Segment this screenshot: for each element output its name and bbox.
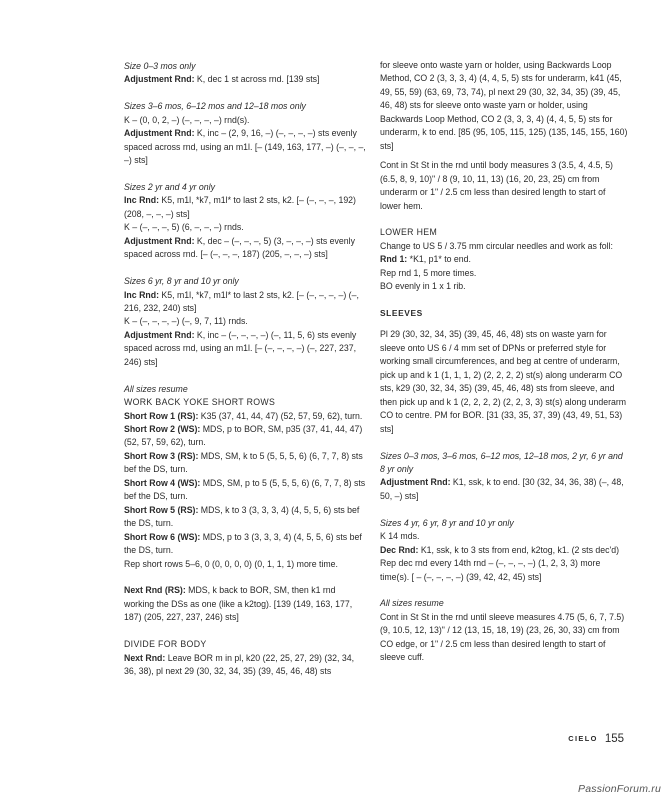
- instruction: Adjustment Rnd: K, inc – (2, 9, 16, –) (–, –, –, –) sts evenly spaced across rnd, using an m1l. [– (149, 163, 177, –) (–, –, –, –) sts]: [124, 128, 366, 166]
- instruction: Change to US 5 / 3.75 mm circular needles and work as foll:: [380, 240, 613, 251]
- watermark: PassionForum.ru: [578, 783, 661, 795]
- short-row-2: Short Row 2 (WS): MDS, p to BOR, SM, p35 (37, 41, 44, 47) (52, 57, 59, 62), turn.: [124, 423, 363, 448]
- section-lower-hem: [380, 226, 628, 293]
- section-divide-body: [124, 638, 368, 678]
- section-sleeve-sizes-a: [380, 450, 628, 504]
- instruction: Pl 29 (30, 32, 34, 35) (39, 45, 46, 48) sts on waste yarn for sleeve onto US 6 / 4 mm set of DPNs or preferred style for working small circumferences, and beg at centre of underarm, pick up and k 1 (1, 1, 1, 2) (2, 2, 2, 2) st(s) along underarm CO sts, k29 (30, 32, 34, 35) (39, 45, 46, 48) sts from sleeve, and then pick up and k 1 (2, 2, 2, 2) (2, 2, 3, 3) st(s) along underarm CO to centre. PM for BOR. [31 (33, 35, 37, 39) (43, 49, 51, 53) sts]: [380, 329, 627, 434]
- left-column: [124, 60, 368, 692]
- section-title: WORK BACK YOKE SHORT ROWS: [124, 397, 276, 408]
- section-heading: All sizes resume: [380, 598, 444, 609]
- instruction: Cont in St St in the rnd until sleeve measures 4.75 (5, 6, 7, 7.5) (9, 10.5, 12, 13)" / 12 (13, 15, 18, 19) (23, 26, 30, 33) cm from CO edge, or 1" / 2.5 cm less than desired length to start of sleeve cuff.: [380, 611, 625, 663]
- section-heading: Sizes 4 yr, 6 yr, 8 yr and 10 yr only: [380, 517, 514, 528]
- instruction: Dec Rnd: K1, ssk, k to 3 sts from end, k2tog, k1. (2 sts dec'd): [380, 544, 619, 555]
- short-row-5: Short Row 5 (RS): MDS, k to 3 (3, 3, 3, 4) (4, 5, 5, 6) sts bef the DS, turn.: [124, 504, 360, 529]
- section-sleeves: [380, 328, 628, 436]
- section-body-length: [380, 159, 628, 213]
- instruction: Adjustment Rnd: K, dec – (–, –, –, 5) (3, –, –, –) sts evenly spaced across rnd. [– (–, –, –, 187) (205, –, –, –) sts]: [124, 235, 355, 260]
- section-next-rnd: [124, 584, 368, 624]
- instruction: Rep short rows 5–6, 0 (0, 0, 0, 0) (0, 1, 1, 1) more time.: [124, 558, 338, 569]
- section-sleeve-sizes-b: [380, 517, 628, 584]
- section-divide-body-cont: [380, 59, 628, 153]
- section-heading: All sizes resume: [124, 383, 188, 394]
- instruction: Adjustment Rnd: K1, ssk, k to end. [30 (32, 34, 36, 38) (–, 48, 50, –) sts]: [380, 477, 624, 501]
- short-row-4: Short Row 4 (WS): MDS, SM, p to 5 (5, 5, 5, 6) (6, 7, 7, 8) sts bef the DS, turn.: [124, 477, 366, 502]
- magazine-name: CIELO: [568, 734, 598, 743]
- instruction: BO evenly in 1 x 1 rib.: [380, 281, 466, 292]
- instruction: Rnd 1: *K1, p1* to end.: [380, 254, 471, 265]
- instruction: K 14 mds.: [380, 531, 420, 542]
- instruction: for sleeve onto waste yarn or holder, using Backwards Loop Method, CO 2 (3, 3, 3, 4) (4, 4, 5, 5) sts for underarm, k41 (45, 49, 55, 59) (63, 69, 73, 74), pl next 29 (30, 32, 34, 35) (39, 45, 46, 48) sts for sleeve onto waste yarn or holder, using Backwards Loop Method, CO 2 (3, 3, 3, 4) (4, 4, 5, 5) sts for underarm, k to end. [85 (95, 105, 115, 125) (135, 145, 155, 160) sts]: [380, 60, 628, 151]
- section-sizes-2-4yr: [124, 181, 368, 262]
- page-footer: [568, 733, 624, 745]
- instruction: Cont in St St in the rnd until body measures 3 (3.5, 4, 4.5, 5) (6.5, 8, 9, 10)" / 8 (9, 10, 11, 13) (16, 20, 23, 25) cm from underarm or 1" / 2.5 cm less than desired length to start of lower hem.: [380, 160, 613, 211]
- section-heading: Sizes 3–6 mos, 6–12 mos and 12–18 mos only: [124, 101, 306, 112]
- short-row-3: Short Row 3 (RS): MDS, SM, k to 5 (5, 5, 5, 6) (6, 7, 7, 8) sts bef the DS, turn.: [124, 450, 363, 475]
- section-title: DIVIDE FOR BODY: [124, 639, 207, 650]
- section-sleeve-resume: [380, 597, 628, 664]
- instruction: Rep rnd 1, 5 more times.: [380, 267, 477, 278]
- section-heading: Sizes 6 yr, 8 yr and 10 yr only: [124, 276, 239, 287]
- page-number: 155: [604, 733, 624, 745]
- instruction: Rep dec rnd every 14th rnd – (–, –, –, –) (1, 2, 3, 3) more time(s). [ – (–, –, –, –) (39, 42, 42, 45) sts]: [380, 558, 601, 582]
- instruction: K – (–, –, –, 5) (6, –, –, –) rnds.: [124, 222, 244, 233]
- section-title: LOWER HEM: [380, 227, 438, 238]
- instruction: Adjustment Rnd: K, dec 1 st across rnd. [139 sts]: [124, 74, 320, 85]
- instruction: K – (0, 0, 2, –) (–, –, –, –) rnd(s).: [124, 114, 250, 125]
- section-title: SLEEVES: [380, 308, 423, 319]
- short-row-1: Short Row 1 (RS): K35 (37, 41, 44, 47) (52, 57, 59, 62), turn.: [124, 410, 363, 421]
- section-sleeves-title: [380, 307, 628, 320]
- right-column: [380, 59, 628, 678]
- section-size-0-3: [124, 60, 368, 87]
- instruction: Next Rnd: Leave BOR m in pl, k20 (22, 25, 27, 29) (32, 34, 36, 38), pl next 29 (30, 32, 34, 35) (39, 45, 46, 48) sts: [124, 652, 355, 677]
- instruction: K – (–, –, –, –) (–, 9, 7, 11) rnds.: [124, 316, 248, 327]
- instruction: Inc Rnd: K5, m1l, *k7, m1l* to last 2 sts, k2. [– (–, –, –, 192) (208, –, –, –) sts]: [124, 195, 356, 219]
- instruction: Inc Rnd: K5, m1l, *k7, m1l* to last 2 sts, k2. [– (–, –, –, –) (–, 216, 232, 240) sts]: [124, 289, 359, 313]
- section-sizes-3-18: [124, 100, 368, 167]
- short-row-6: Short Row 6 (WS): MDS, p to 3 (3, 3, 3, 4) (4, 5, 5, 6) sts bef the DS, turn.: [124, 531, 362, 556]
- section-heading: Sizes 0–3 mos, 3–6 mos, 6–12 mos, 12–18 mos, 2 yr, 6 yr and 8 yr only: [380, 450, 623, 474]
- section-heading: Size 0–3 mos only: [124, 61, 196, 71]
- section-sizes-6-10yr: [124, 275, 368, 369]
- section-short-rows: [124, 383, 368, 571]
- instruction: Next Rnd (RS): MDS, k back to BOR, SM, then k1 rnd working the DSs as one (like a k2tog). [139 (149, 163, 177, 187) (205, 227, 237, 246) sts]: [124, 585, 353, 623]
- instruction: Adjustment Rnd: K, inc – (–, –, –, –) (–, 11, 5, 6) sts evenly spaced across rnd, using an m1l. [– (–, –, –, –) (–, 227, 237, 246) sts]: [124, 329, 357, 367]
- section-heading: Sizes 2 yr and 4 yr only: [124, 181, 215, 192]
